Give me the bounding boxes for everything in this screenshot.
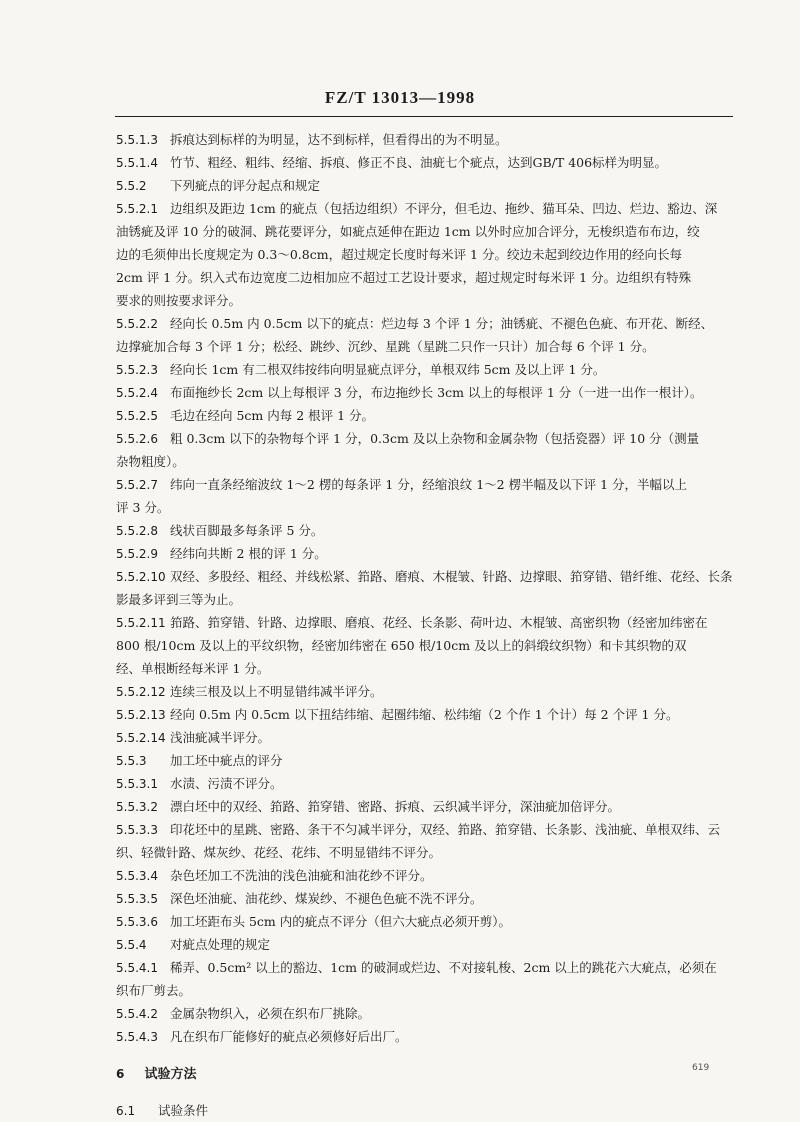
clause-number: 5.5.2.10 xyxy=(116,570,166,584)
clause-text: 筘路、筘穿错、针路、边撑眼、磨痕、花经、长条影、荷叶边、木棍皱、高密织物（经密加纬密在 xyxy=(170,615,708,630)
clause-number: 5.5.2.7 xyxy=(116,478,158,492)
clause-text: 凡在织布厂能修好的疵点必须修好后出厂。 xyxy=(170,1029,408,1044)
clause-number: 5.5.2.14 xyxy=(116,731,166,745)
clause-text: 加工坯中疵点的评分 xyxy=(170,753,283,768)
clause-number: 5.5.4 xyxy=(116,938,147,952)
clause-line xyxy=(116,772,736,795)
clause-continuation-line xyxy=(116,266,736,289)
clause-number: 5.5.2.9 xyxy=(116,547,158,561)
clause-text: 拆痕达到标样的为明显，达不到标样，但看得出的为不明显。 xyxy=(170,132,508,147)
clause-text: 织、轻微针路、煤灰纱、花经、花纬、不明显错纬不评分。 xyxy=(116,845,442,860)
clause-text: 布面拖纱长 2cm 以上每根评 3 分，布边拖纱长 3cm 以上的每根评 1 分（一进一出作一根计）。 xyxy=(170,385,703,400)
clause-text: 织布厂剪去。 xyxy=(116,983,192,998)
clause-number: 5.5.1.4 xyxy=(116,156,158,170)
clause-text: 边组织及距边 1cm 的疵点（包括边组织）不评分，但毛边、拖纱、猫耳朵、凹边、烂边、豁边、深 xyxy=(170,201,718,216)
clause-text: 边的毛须伸出长度规定为 0.3～0.8cm，超过规定长度时每米评 1 分。绞边未起到绞边作用的经向长每 xyxy=(116,247,682,262)
clause-continuation-line xyxy=(116,243,736,266)
clause-line xyxy=(116,1002,736,1025)
clause-number: 5.5.2.13 xyxy=(116,708,166,722)
clause-line xyxy=(116,174,736,197)
clause-continuation-line xyxy=(116,220,736,243)
clause-line xyxy=(116,542,736,565)
clause-number: 5.5.3 xyxy=(116,754,147,768)
clause-number: 5.5.2.3 xyxy=(116,363,158,377)
clause-line xyxy=(116,910,736,933)
clause-text: 杂物粗度）。 xyxy=(116,454,185,469)
clause-text: 浅油疵减半评分。 xyxy=(170,730,271,745)
clause-line xyxy=(116,680,736,703)
clause-text: 油锈疵及评 10 分的破洞、跳花要评分，如疵点延伸在距边 1cm 以外时应加合评分，无梭织造布布边，绞 xyxy=(116,224,700,239)
clause-line xyxy=(116,703,736,726)
page-number: 619 xyxy=(692,1063,710,1073)
clause-line xyxy=(116,473,736,496)
clause-text: 毛边在经向 5cm 内每 2 根评 1 分。 xyxy=(170,408,375,423)
clause-text: 影最多评到三等为止。 xyxy=(116,592,242,607)
clause-continuation-line xyxy=(116,841,736,864)
section-6-1-heading xyxy=(116,1099,736,1122)
clause-text: 经向 0.5m 内 0.5cm 以下扭结纬缩、起圈纬缩、松纬缩（2 个作 1 个计）每 2 个评 1 分。 xyxy=(170,707,679,722)
clause-line xyxy=(116,312,736,335)
clause-continuation-line xyxy=(116,450,736,473)
clause-text: 经、单根断经每米评 1 分。 xyxy=(116,661,270,676)
clause-number: 5.5.2.8 xyxy=(116,524,158,538)
clause-line xyxy=(116,358,736,381)
clause-line xyxy=(116,726,736,749)
clause-text: 纬向一直条经缩波纹 1～2 楞的每条评 1 分，经缩浪纹 1～2 楞半幅及以下评 1 分，半幅以上 xyxy=(170,477,688,492)
clause-number: 5.5.2.12 xyxy=(116,685,166,699)
clause-number: 5.5.3.2 xyxy=(116,800,158,814)
clause-number: 5.5.4.3 xyxy=(116,1030,158,1044)
clause-text: 2cm 评 1 分。织入式布边宽度二边相加应不超过工艺设计要求，超过规定时每米评 1 分。边组织有特殊 xyxy=(116,270,692,285)
clause-line xyxy=(116,818,736,841)
clause-text: 金属杂物织入，必须在织布厂挑除。 xyxy=(170,1006,371,1021)
section-6-heading xyxy=(116,1062,736,1085)
clause-line xyxy=(116,404,736,427)
section-gap xyxy=(116,1048,736,1062)
clause-text: 经向长 0.5m 内 0.5cm 以下的疵点：烂边每 3 个评 1 分；油锈疵、不褪色色疵、布开花、断经、 xyxy=(170,316,714,331)
standard-header: FZ/T 13013—1998 xyxy=(324,88,476,107)
clause-text: 印花坯中的星跳、密路、条干不匀减半评分，双经、筘路、筘穿错、长条影、浅油疵、单根双纬、云 xyxy=(170,822,721,837)
clause-number: 5.5.2.2 xyxy=(116,317,158,331)
clause-number: 5.5.2.5 xyxy=(116,409,158,423)
section-gap xyxy=(116,1085,736,1099)
clause-number: 5.5.4.2 xyxy=(116,1007,158,1021)
clause-number: 5.5.4.1 xyxy=(116,961,158,975)
clause-text: 粗 0.3cm 以下的杂物每个评 1 分，0.3cm 及以上杂物和金属杂物（包括瓷器）评 10 分（测量 xyxy=(170,431,700,446)
clause-line xyxy=(116,749,736,772)
clause-line xyxy=(116,565,736,588)
clause-number: 5.5.2.4 xyxy=(116,386,158,400)
section-title: 试验条件 xyxy=(157,1103,208,1118)
clause-text: 竹节、粗经、粗纬、经缩、拆痕、修正不良、油疵七个疵点，达到GB/T 406标样为明显。 xyxy=(170,155,668,170)
clause-line xyxy=(116,151,736,174)
clause-continuation-line xyxy=(116,979,736,1002)
clause-continuation-line xyxy=(116,634,736,657)
clause-line xyxy=(116,519,736,542)
clause-line xyxy=(116,933,736,956)
clause-line xyxy=(116,956,736,979)
clause-continuation-line xyxy=(116,657,736,680)
clause-text: 800 根/10cm 及以上的平纹织物，经密加纬密在 650 根/10cm 及以上的斜缎纹织物）和卡其织物的双 xyxy=(116,638,687,653)
clause-continuation-line xyxy=(116,335,736,358)
clause-number: 5.5.3.6 xyxy=(116,915,158,929)
clause-number: 5.5.2.1 xyxy=(116,202,158,216)
clause-text: 稀弄、0.5cm² 以上的豁边、1cm 的破洞或烂边、不对接轧梭、2cm 以上的跳花六大疵点，必须在 xyxy=(170,960,717,975)
clause-line xyxy=(116,427,736,450)
clause-text: 边撑疵加合每 3 个评 1 分；松经、跳纱、沉纱、星跳（星跳二只作一只计）加合每 6 个评 1 分。 xyxy=(116,339,655,354)
clause-line xyxy=(116,381,736,404)
clause-line xyxy=(116,1025,736,1048)
clause-text: 漂白坯中的双经、筘路、筘穿错、密路、拆痕、云织减半评分，深油疵加倍评分。 xyxy=(170,799,621,814)
clause-number: 5.5.3.4 xyxy=(116,869,158,883)
clause-line xyxy=(116,887,736,910)
clause-text: 评 3 分。 xyxy=(116,500,170,515)
clause-text: 下列疵点的评分起点和规定 xyxy=(170,178,321,193)
clause-line xyxy=(116,128,736,151)
document-body xyxy=(116,128,736,1122)
clause-text: 经向长 1cm 有二根双纬按纬向明显疵点评分，单根双纬 5cm 及以上评 1 分。 xyxy=(170,362,606,377)
section-title: 试验方法 xyxy=(144,1067,197,1082)
clause-number: 5.5.2.6 xyxy=(116,432,158,446)
section-number: 6.1 xyxy=(116,1104,136,1118)
clause-list xyxy=(116,128,736,1048)
clause-number: 5.5.3.3 xyxy=(116,823,158,837)
clause-text: 杂色坯加工不洗油的浅色油疵和油花纱不评分。 xyxy=(170,868,433,883)
clause-number: 5.5.2.11 xyxy=(116,616,166,630)
clause-text: 深色坯油疵、油花纱、煤炭纱、不褪色色疵不洗不评分。 xyxy=(170,891,483,906)
clause-number: 5.5.1.3 xyxy=(116,133,158,147)
clause-number: 5.5.3.5 xyxy=(116,892,158,906)
clause-text: 双经、多股经、粗经、并线松紧、筘路、磨痕、木棍皱、针路、边撑眼、筘穿错、错纤维、花经、长条 xyxy=(170,569,733,584)
clause-line xyxy=(116,197,736,220)
clause-continuation-line xyxy=(116,496,736,519)
clause-number: 5.5.3.1 xyxy=(116,777,158,791)
clause-text: 要求的则按要求评分。 xyxy=(116,293,242,308)
clause-continuation-line xyxy=(116,588,736,611)
clause-text: 连续三根及以上不明显错纬减半评分。 xyxy=(170,684,383,699)
clause-line xyxy=(116,611,736,634)
header-rule xyxy=(115,116,733,117)
clause-line xyxy=(116,864,736,887)
clause-text: 对疵点处理的规定 xyxy=(170,937,271,952)
clause-text: 经纬向共断 2 根的评 1 分。 xyxy=(170,546,327,561)
clause-text: 水渍、污渍不评分。 xyxy=(170,776,283,791)
clause-text: 加工坯距布头 5cm 内的疵点不评分（但六大疵点必须开剪）。 xyxy=(170,914,512,929)
section-number: 6 xyxy=(116,1067,125,1081)
clause-line xyxy=(116,795,736,818)
clause-text: 线状百脚最多每条评 5 分。 xyxy=(170,523,324,538)
clause-number: 5.5.2 xyxy=(116,179,147,193)
clause-continuation-line xyxy=(116,289,736,312)
